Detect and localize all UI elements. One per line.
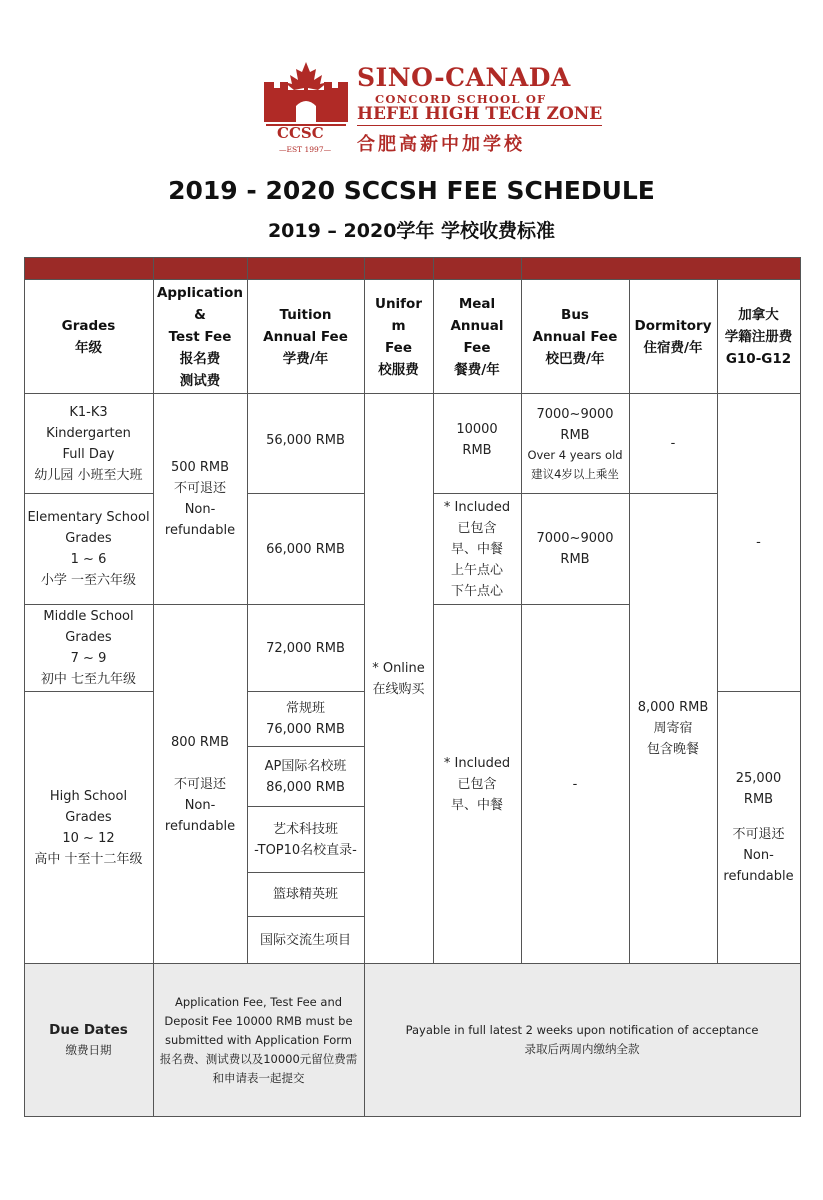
bus-kindergarten: 7000~9000 RMB Over 4 years old 建议4岁以上乘坐: [527, 406, 623, 481]
tuition-arts-tech-class: 艺术科技班 -TOP10名校直录-: [254, 821, 357, 858]
logo-name-line3: HEFEI HIGH TECH ZONE: [357, 104, 603, 124]
header-application-fee: Application & Test Fee 报名费 测试费: [156, 284, 244, 389]
canada-fee-lower: -: [756, 535, 761, 550]
due-payable-note: Payable in full latest 2 weeks upon notification of acceptance 录取后两周内缴纳全款: [405, 1023, 759, 1056]
bus-upper: -: [572, 776, 578, 792]
tuition-kindergarten: 56,000 RMB: [266, 433, 345, 448]
meal-kindergarten: 10000 RMB: [456, 421, 498, 458]
tuition-regular-class: 常规班 76,000 RMB: [266, 701, 345, 737]
logo-name-line1: SINO-CANADA: [357, 63, 571, 92]
meal-elementary: * Included 已包含 早、中餐 上午点心 下午点心: [443, 499, 511, 599]
logo-abbreviation: CCSC: [277, 124, 324, 142]
tuition-exchange-program: 国际交流生项目: [259, 932, 351, 948]
grade-kindergarten: K1-K3 Kindergarten Full Day 幼儿园 小班至大班: [34, 404, 143, 483]
meal-upper: * Included 已包含 早、中餐: [443, 755, 511, 813]
header-tuition: Tuition Annual Fee 学费/年: [263, 306, 348, 367]
page-subtitle: 2019 – 2020学年 学校收费标准: [267, 220, 556, 242]
uniform-fee: * Online 在线购买: [372, 660, 425, 697]
application-fee-upper: 800 RMB 不可退还 Non- refundable: [164, 734, 236, 834]
header-meal: Meal Annual Fee 餐费/年: [450, 295, 504, 378]
due-application-note: Application Fee, Test Fee and Deposit Fee 10000 RMB must be submitted with Application Form 报名费、测试费以及10000元留位费需 和申请表一起提交: [159, 994, 358, 1085]
grade-middle: Middle School Grades 7 ~ 9 初中 七至九年级: [40, 609, 137, 687]
grade-high: High School Grades 10 ~ 12 高中 十至十二年级: [34, 788, 143, 867]
dormitory-other: 8,000 RMB 周寄宿 包含晚餐: [637, 700, 709, 757]
tuition-ap-class: AP国际名校班 86,000 RMB: [264, 758, 347, 795]
page-title: 2019 - 2020 SCCSH FEE SCHEDULE: [168, 176, 655, 205]
tuition-middle: 72,000 RMB: [266, 640, 345, 656]
header-bus: Bus Annual Fee 校巴费/年: [532, 306, 618, 367]
header-canada-registration: 加拿大 学籍注册费 G10-G12: [724, 306, 793, 367]
header-uniform: Unifor m Fee 校服费: [374, 295, 422, 378]
grade-elementary: Elementary School Grades 1 ~ 6 小学 一至六年级: [27, 510, 150, 588]
header-color-bar: [24, 257, 800, 279]
due-dates-label: Due Dates 缴费日期: [49, 1022, 128, 1057]
tuition-elementary: 66,000 RMB: [266, 541, 345, 557]
tuition-basketball-class: 篮球精英班: [272, 887, 338, 902]
bus-elementary: 7000~9000 RMB: [536, 531, 614, 567]
application-fee-lower: 500 RMB 不可退还 Non- refundable: [164, 460, 236, 538]
canada-fee-high: 25,000 RMB 不可退还 Non- refundable: [723, 771, 794, 884]
header-grades: Grades 年级: [61, 317, 116, 356]
header-dormitory: Dormitory 住宿费/年: [634, 317, 712, 356]
dormitory-kindergarten: -: [670, 436, 676, 451]
logo-name-chinese: 合肥高新中加学校: [357, 134, 525, 155]
logo-name-line2: CONCORD SCHOOL OF: [375, 92, 547, 106]
logo-established: —EST 1997—: [279, 145, 332, 154]
